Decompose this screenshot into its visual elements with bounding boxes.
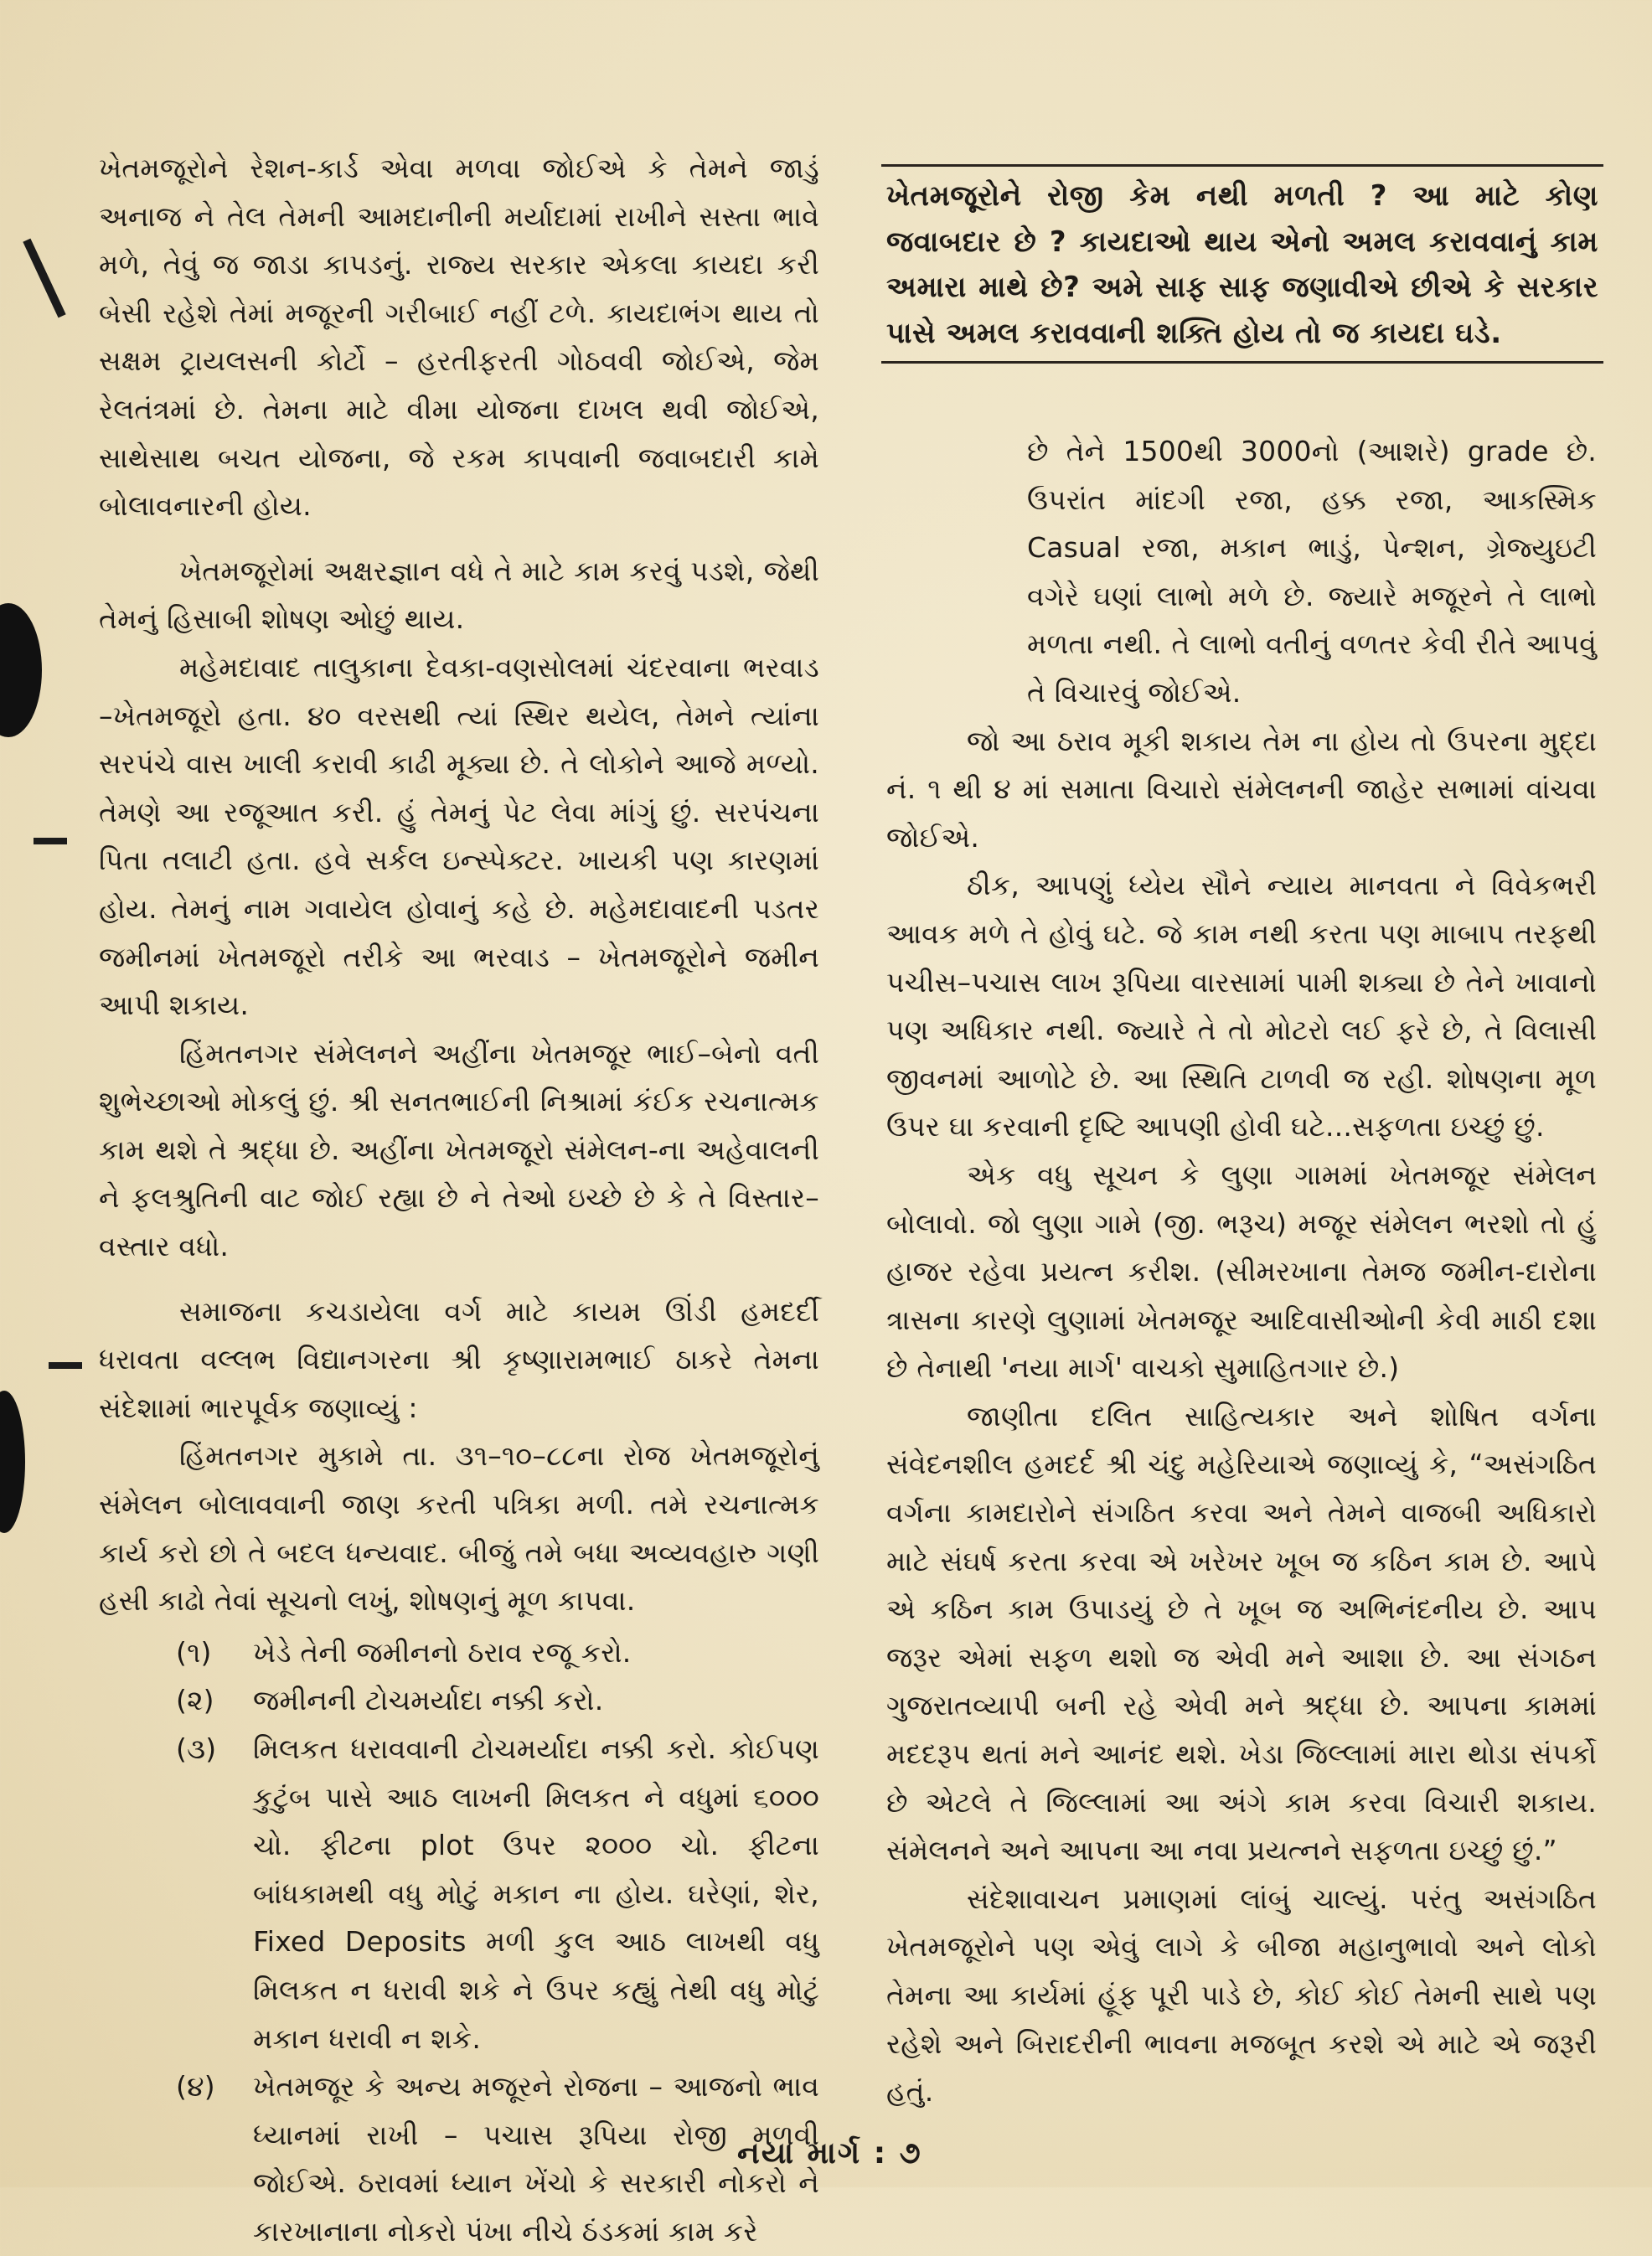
paragraph: સંદેશાવાચન પ્રમાણમાં લાંબું ચાલ્યું. પરંતુ અસંગઠિત ખેતમજૂરોને પણ એવું લાગે કે બીજા મહાનુભાવો અને લોકો તેમના આ કાર્યમાં હૂંફ પૂરી પાડે છે, કોઈ કોઈ તેમની સાથે પણ રહેશે અને બિરાદરીની ભાવના મજબૂત કરશે એ માટે એ જરૂરી હતું. [886, 1882, 1597, 2109]
paragraph: જો આ ઠરાવ મૂકી શકાય તેમ ના હોય તો ઉપરના મુદ્દા નં. ૧ થી ૪ માં સમાતા વિચારો સંમેલનની જાહેર સભામાં વાંચવા જોઈએ. [886, 724, 1597, 854]
boxed-note-text: ખેતમજૂરોને રોજી કેમ નથી મળતી ? આ માટે કોણ જવાબદાર છે ? કાયદાઓ થાય એનો અમલ કરાવવાનું કામ અમારા માથે છે? અમે સાફ સાફ જણાવીએ છીએ કે સરકાર પાસે અમલ કરાવવાની શક્તિ હોય તો જ કાયદા ઘડે. [886, 179, 1598, 350]
paragraph: હિંમતનગર મુકામે તા. ૩૧–૧૦–૮૮ના રોજ ખેતમજૂરોનું સંમેલન બોલાવવાની જાણ કરતી પત્રિકા મળી. તમે રચનાત્મક કાર્ય કરો છો તે બદલ ધન્યવાદ. બીજું તમે બધા અવ્યવહારુ ગણી હસી કાઢો તેવાં સૂચનો લખું, શોષણનું મૂળ કાપવા. [99, 1439, 819, 1618]
paragraph: એક વધુ સૂચન કે લુણા ગામમાં ખેતમજૂર સંમેલન બોલાવો. જો લુણા ગામે (જી. ભરૂચ) મજૂર સંમેલન ભરશો તો હું હાજર રહેવા પ્રયત્ન કરીશ. (સીમરખાના તેમજ જમીન-દારોના ત્રાસના કારણે લુણામાં ખેતમજૂર આદિવાસીઓની કેવી માઠી દશા છે તેનાથી 'નયા માર્ગ' વાચકો સુમાહિતગાર છે.) [886, 1158, 1597, 1385]
list-item [99, 1725, 819, 2062]
list-text: જમીનની ટોચમર્યાદા નક્કી કરો. [253, 1684, 604, 1717]
suggestion-list [99, 1629, 819, 2256]
list-text: મિલકત ધરાવવાની ટોચમર્યાદા નક્કી કરો. કોઈપણ કુટુંબ પાસે આઠ લાખની મિલકત ને વધુમાં ૬૦૦૦ ચો. ફીટના plot ઉપર ૨૦૦૦ ચો. ફીટના બાંધકામથી વધુ મોટું મકાન ના હોય. ઘરેણાં, શેર, Fixed Deposits મળી કુલ આઠ લાખથી વધુ મિલકત ન ધરાવી શકે ને ઉપર કહ્યું તેથી વધુ મોટું મકાન ધરાવી ન શકે. [253, 1732, 819, 2055]
paper-tear-left-lower [0, 1391, 25, 1533]
paragraph: છે તેને 1500થી 3000નો (આશરે) grade છે. ઉપરાંત માંદગી રજા, હક્ક રજા, આકસ્મિક Casual રજા, મકાન ભાડું, પેન્શન, ગ્રેજ્યુઇટી વગેરે ઘણાં લાભો મળે છે. જ્યારે મજૂરને તે લાભો મળતા નથી. તે લાભો વતીનું વળતર કેવી રીતે આપવું તે વિચારવું જોઈએ. [1027, 435, 1597, 709]
list-number: (૧) [176, 1635, 212, 1669]
ink-mark-lower [49, 1362, 82, 1369]
page-footer: નયા માર્ગ : ૭ [737, 2136, 922, 2171]
paragraph: સમાજના કચડાયેલા વર્ગ માટે કાયમ ઊંડી હમદર્દી ધરાવતા વલ્લભ વિદ્યાનગરના શ્રી કૃષ્ણારામભાઈ ઠાકરે તેમના સંદેશામાં ભારપૂર્વક જણાવ્યું : [99, 1294, 819, 1424]
paragraph: જાણીતા દલિત સાહિત્યકાર અને શોષિત વર્ગના સંવેદનશીલ હમદર્દ શ્રી ચંદુ મહેરિયાએ જણાવ્યું કે, “અસંગઠિત વર્ગના કામદારોને સંગઠિત કરવા અને તેમને વાજબી અધિકારો માટે સંઘર્ષ કરતા કરવા એ ખરેખર ખૂબ જ કઠિન કામ છે. આપે એ કઠિન કામ ઉપાડયું છે તે ખૂબ જ અભિનંદનીય છે. આપ જરૂર એમાં સફળ થશો જ એવી મને આશા છે. આ સંગઠન ગુજરાતવ્યાપી બની રહે એવી મને શ્રદ્ધા છે. આપના કામમાં મદદરૂપ થતાં મને આનંદ થશે. ખેડા જિલ્લામાં મારા થોડા સંપર્કો છે એટલે તે જિલ્લામાં આ અંગે કામ કરવા વિચારી શકાય. સંમેલનને અને આપના આ નવા પ્રયત્નને સફળતા ઇચ્છું છું.” [886, 1399, 1597, 1867]
paragraph: ખેતમજૂરોમાં અક્ષરજ્ઞાન વધે તે માટે કામ કરવું પડશે, જેથી તેમનું હિસાબી શોષણ ઓછું થાય. [99, 554, 819, 636]
right-column [886, 427, 1597, 2116]
ink-mark-top [23, 239, 65, 318]
paragraph: હિંમતનગર સંમેલનને અહીંના ખેતમજૂર ભાઈ–બેનો વતી શુભેચ્છાઓ મોકલું છું. શ્રી સનતભાઈની નિશ્રામાં કંઈક રચનાત્મક કામ થશે તે શ્રદ્ધા છે. અહીંના ખેતમજૂરો સંમેલન-ના અહેવાલની ને ફલશ્રુતિની વાટ જોઈ રહ્યા છે ને તેઓ ઇચ્છે છે કે તે વિસ્તાર–વસ્તાર વધો. [99, 1036, 819, 1263]
list-number: (૨) [176, 1684, 214, 1717]
ink-mark-mid [34, 838, 67, 844]
paragraph: મહેમદાવાદ તાલુકાના દેવકા-વણસોલમાં ચંદરવાના ભરવાડ –ખેતમજૂરો હતા. ૪૦ વરસથી ત્યાં સ્થિર થયેલ, તેમને ત્યાંના સરપંચે વાસ ખાલી કરાવી કાઢી મૂક્યા છે. તે લોકોને આજે મળ્યો. તેમણે આ રજૂઆત કરી. હું તેમનું પેટ લેવા માંગું છું. સરપંચના પિતા તલાટી હતા. હવે સર્કલ ઇન્સ્પેક્ટર. ખાયકી પણ કારણમાં હોય. તેમનું નામ ગવાયેલ હોવાનું કહે છે. મહેમદાવાદની પડતર જમીનમાં ખેતમજૂરો તરીકે આ ભરવાડ – ખેતમજૂરોને જમીન આપી શકાય. [99, 650, 819, 1022]
paragraph: ખેતમજૂરોને રેશન-કાર્ડ એવા મળવા જોઈએ કે તેમને જાડું અનાજ ને તેલ તેમની આમદાનીની મર્યાદામાં રાખીને સસ્તા ભાવે મળે, તેવું જ જાડા કાપડનું. રાજ્ય સરકાર એકલા કાયદા કરી બેસી રહેશે તેમાં મજૂરની ગરીબાઈ નહીં ટળે. કાયદાભંગ થાય તો સક્ષમ ટ્રાયલસની કોર્ટો – હરતીફરતી ગોઠવવી જોઈએ, જેમ રેલતંત્રમાં છે. તેમના માટે વીમા યોજના દાખલ થવી જોઈએ, સાથેસાથ બચત યોજના, જે રકમ કાપવાની જવાબદારી કામે બોલાવનારની હોય. [99, 152, 819, 523]
paragraph: ઠીક, આપણું ધ્યેય સૌને ન્યાય માનવતા ને વિવેકભરી આવક મળે તે હોવું ઘટે. જે કામ નથી કરતા પણ માબાપ તરફથી પચીસ–પચાસ લાખ રૂપિયા વારસામાં પામી શક્યા છે તેને ખાવાનો પણ અધિકાર નથી. જ્યારે તે તો મોટરો લઈ ફરે છે, તે વિલાસી જીવનમાં આળોટે છે. આ સ્થિતિ ટાળવી જ રહી. શોષણના મૂળ ઉપર ઘા કરવાની દૃષ્ટિ આપણી હોવી ઘટે...સફળતા ઇચ્છું છું. [886, 869, 1597, 1143]
list-number: (૪) [176, 2070, 215, 2104]
list-text: ખેડે તેની જમીનનો ઠરાવ રજૂ કરો. [253, 1635, 632, 1669]
list-item [99, 1629, 819, 1677]
list-number: (૩) [176, 1732, 217, 1765]
paper-tear-left [0, 603, 42, 737]
list-text: ખેતમજૂર કે અન્ય મજૂરને રોજના – આજનો ભાવ ધ્યાનમાં રાખી – પચાસ રૂપિયા રોજી મળવી જોઈએ. ઠરાવમાં ધ્યાન ખેંચો કે સરકારી નોકરો ને કારખાનાના નોકરો પંખા નીચે ઠંડકમાં કામ કરે [253, 2070, 819, 2248]
left-column [99, 144, 819, 2256]
boxed-note [881, 164, 1603, 364]
list-item [99, 2062, 819, 2255]
list-item [99, 1676, 819, 1725]
